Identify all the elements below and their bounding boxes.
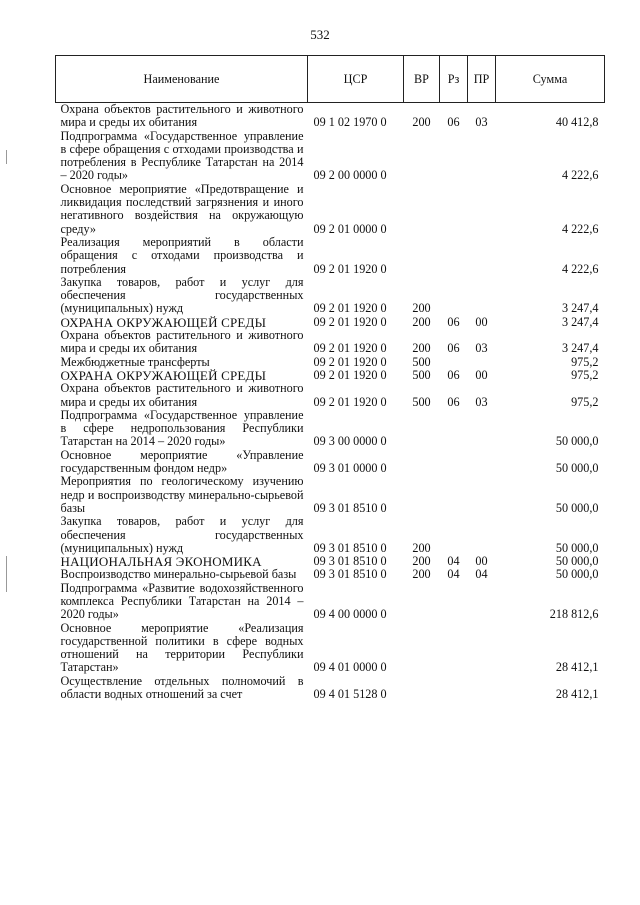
row-sum: 50 000,0: [555, 554, 599, 569]
row-vr: [404, 449, 440, 476]
row-name: Охрана объектов растительного и животного мира и среды их обитания: [60, 381, 304, 409]
row-rz: [440, 276, 468, 316]
row-name: Межбюджетные трансферты: [60, 354, 210, 369]
table-row: [56, 130, 605, 183]
row-csr: 09 2 01 1920 0: [313, 354, 387, 369]
row-sum: 975,2: [571, 367, 599, 382]
row-pr: 00: [475, 554, 488, 569]
row-csr: 09 2 01 1920 0: [313, 341, 387, 356]
table-row: [56, 449, 605, 476]
row-sum: 40 412,8: [555, 115, 599, 130]
row-rz: 06: [447, 115, 460, 130]
row-csr: 09 3 01 8510 0: [313, 554, 387, 569]
row-vr: 200: [412, 554, 431, 569]
row-vr: [404, 130, 440, 183]
table-header: [56, 56, 605, 103]
row-pr: [468, 356, 496, 369]
row-csr: 09 2 01 1920 0: [313, 367, 387, 382]
table-row: [56, 356, 605, 369]
row-csr: 09 1 02 1970 0: [313, 115, 387, 130]
row-pr: 04: [475, 567, 488, 582]
header-rz: Рз: [440, 56, 468, 103]
row-csr: 09 3 01 8510 0: [313, 567, 387, 582]
row-vr: [404, 582, 440, 622]
row-csr: 09 2 01 1920 0: [313, 314, 387, 329]
row-rz: 06: [447, 367, 460, 382]
row-csr: 09 2 01 1920 0: [313, 261, 387, 276]
row-sum: 3 247,4: [561, 341, 599, 356]
row-sum: 50 000,0: [555, 540, 599, 555]
row-name: Основное мероприятие «Предотвращение и ликвидация последствий загрязнения и иного негативного воздействия на окружающую среду»: [60, 181, 304, 236]
table-row: [56, 382, 605, 409]
row-rz: 06: [447, 394, 460, 409]
header-sum: Сумма: [496, 56, 605, 103]
row-csr: 09 3 01 8510 0: [313, 500, 387, 515]
row-sum: 50 000,0: [555, 434, 599, 449]
row-rz: [440, 356, 468, 369]
row-csr: 09 3 01 0000 0: [313, 461, 387, 476]
row-name: НАЦИОНАЛЬНАЯ ЭКОНОМИКА: [60, 554, 262, 570]
row-sum: 975,2: [571, 394, 599, 409]
row-pr: [468, 183, 496, 236]
row-sum: 975,2: [571, 354, 599, 369]
row-csr: 09 2 01 1920 0: [313, 301, 387, 316]
table-row: [56, 568, 605, 581]
table-row: [56, 675, 605, 702]
margin-mark: [6, 556, 7, 592]
row-rz: 06: [447, 341, 460, 356]
row-rz: [440, 130, 468, 183]
page-number: 532: [310, 27, 330, 42]
row-vr: 200: [412, 314, 431, 329]
row-rz: 04: [447, 554, 460, 569]
row-name: Основное мероприятие «Реализация государственной политики в сфере водных отношений на территории Республики Татарстан»: [60, 620, 304, 675]
row-pr: 03: [475, 394, 488, 409]
row-csr: 09 4 00 0000 0: [313, 607, 387, 622]
table-row: [56, 622, 605, 675]
row-sum: 28 412,1: [555, 687, 599, 702]
row-name: Реализация мероприятий в области обращения с отходами производства и потребления: [60, 234, 304, 276]
row-vr: 200: [412, 341, 431, 356]
row-name: Воспроизводство минерально-сырьевой базы: [60, 567, 297, 582]
table-row: [56, 369, 605, 382]
row-name: Охрана объектов растительного и животного мира и среды их обитания: [60, 328, 304, 356]
row-rz: [440, 236, 468, 276]
row-sum: 218 812,6: [549, 607, 599, 622]
row-vr: [404, 675, 440, 702]
row-rz: [440, 183, 468, 236]
row-name: ОХРАНА ОКРУЖАЮЩЕЙ СРЕДЫ: [60, 314, 267, 330]
row-csr: 09 3 00 0000 0: [313, 434, 387, 449]
row-pr: [468, 276, 496, 316]
row-rz: [440, 582, 468, 622]
row-name: Подпрограмма «Государственное управление в сфере обращения с отходами производства и потребления в Республике Татарстан на 2014 – 2020 годы»: [60, 128, 304, 183]
table-row: [56, 103, 605, 130]
row-sum: 4 222,6: [561, 168, 599, 183]
row-rz: [440, 409, 468, 449]
row-sum: 28 412,1: [555, 660, 599, 675]
row-pr: [468, 622, 496, 675]
row-sum: 4 222,6: [561, 221, 599, 236]
row-name: Закупка товаров, работ и услуг для обеспечения государственных (муниципальных) нужд: [60, 514, 304, 555]
table-row: [56, 329, 605, 356]
row-name: Основное мероприятие «Управление государственным фондом недр»: [60, 447, 304, 476]
row-rz: [440, 622, 468, 675]
row-pr: [468, 130, 496, 183]
row-pr: [468, 515, 496, 555]
row-csr: 09 2 01 1920 0: [313, 394, 387, 409]
header-pr: ПР: [468, 56, 496, 103]
row-vr: [404, 622, 440, 675]
header-vr: ВР: [404, 56, 440, 103]
table-row: [56, 515, 605, 555]
row-sum: 3 247,4: [561, 314, 599, 329]
row-pr: [468, 449, 496, 476]
row-vr: [404, 475, 440, 515]
row-sum: 50 000,0: [555, 567, 599, 582]
row-vr: [404, 409, 440, 449]
row-rz: [440, 675, 468, 702]
row-sum: 4 222,6: [561, 261, 599, 276]
row-vr: 200: [412, 540, 431, 555]
row-pr: 03: [475, 341, 488, 356]
row-sum: 50 000,0: [555, 500, 599, 515]
table-row: [56, 316, 605, 329]
row-pr: [468, 475, 496, 515]
row-name: Осуществление отдельных полномочий в области водных отношений за счет: [60, 673, 304, 702]
header-csr: ЦСР: [308, 56, 404, 103]
table-row: [56, 409, 605, 449]
row-rz: 04: [447, 567, 460, 582]
row-pr: [468, 409, 496, 449]
row-vr: 500: [412, 394, 431, 409]
row-sum: 3 247,4: [561, 301, 599, 316]
table-row: [56, 236, 605, 276]
row-name: ОХРАНА ОКРУЖАЮЩЕЙ СРЕДЫ: [60, 367, 267, 383]
row-csr: 09 2 00 0000 0: [313, 168, 387, 183]
row-rz: [440, 515, 468, 555]
row-name: Мероприятия по геологическому изучению недр и воспроизводству минерально-сырьевой базы: [60, 474, 304, 515]
row-vr: 200: [412, 115, 431, 130]
table-row: [56, 276, 605, 316]
table-row: [56, 475, 605, 515]
row-vr: 500: [412, 354, 431, 369]
table-row: [56, 582, 605, 622]
table-row: [56, 183, 605, 236]
row-pr: [468, 236, 496, 276]
row-name: Охрана объектов растительного и животного мира и среды их обитания: [60, 102, 304, 130]
table-row: [56, 555, 605, 568]
row-vr: 500: [412, 367, 431, 382]
row-csr: 09 3 01 8510 0: [313, 540, 387, 555]
row-csr: 09 2 01 0000 0: [313, 221, 387, 236]
row-vr: 200: [412, 567, 431, 582]
row-vr: 200: [412, 301, 431, 316]
row-pr: 00: [475, 367, 488, 382]
row-rz: 06: [447, 314, 460, 329]
row-rz: [440, 475, 468, 515]
row-vr: [404, 183, 440, 236]
row-rz: [440, 449, 468, 476]
row-sum: 50 000,0: [555, 461, 599, 476]
header-name: Наименование: [56, 56, 308, 103]
row-csr: 09 4 01 5128 0: [313, 687, 387, 702]
row-name: Закупка товаров, работ и услуг для обеспечения государственных (муниципальных) нужд: [60, 274, 304, 316]
row-csr: 09 4 01 0000 0: [313, 660, 387, 675]
row-pr: 03: [475, 115, 488, 130]
margin-mark: [6, 150, 7, 164]
row-name: Подпрограмма «Государственное управление в сфере недропользования Республики Татарстан на 2014 – 2020 годы»: [60, 407, 304, 449]
budget-table: [55, 55, 605, 701]
row-pr: 00: [475, 314, 488, 329]
table-body: [56, 103, 605, 702]
row-name: Подпрограмма «Развитие водохозяйственного комплекса Республики Татарстан на 2014 – 2020 годы»: [60, 580, 304, 622]
row-pr: [468, 675, 496, 702]
row-vr: [404, 236, 440, 276]
row-pr: [468, 582, 496, 622]
